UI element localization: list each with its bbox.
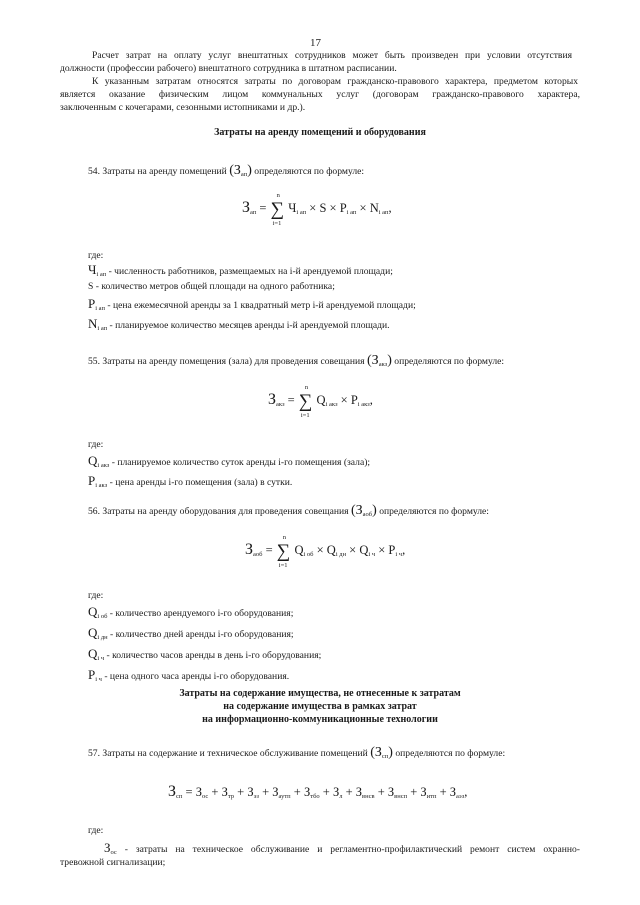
section-heading: Затраты на аренду помещений и оборудования [214, 127, 426, 138]
intro-line: является оказание физическим лицом коммунальных услуг (договорам гражданско-правового характера, [60, 89, 580, 100]
item-54-tail: определяются по формуле: [254, 166, 365, 177]
definition-row: $З_{ос}$ - затраты на техническое обслуживание и регламентно-профилактический ремонт систем охранно- [104, 840, 580, 856]
formula-54: $З_{ап}$ = ∑ n i=1 $Ч_{i ап} \times S \times P_{i ап} \times N_{i ап}$, [242, 192, 392, 227]
item-57-intro: 57. Затраты на содержание и техническое обслуживание помещений $(З_{сп})$ определяются по формуле: [88, 745, 506, 760]
section-heading: на информационно-коммуникационные технологии [202, 714, 438, 725]
where-label: где: [88, 439, 104, 450]
item-54-intro [88, 162, 364, 180]
item-57-symbol: $(З_{сп})$ [370, 745, 393, 760]
intro-line: Расчет затрат на оплату услуг внештатных сотрудников может быть произведен при условии отсутствия [92, 50, 572, 61]
definition-row: $P_{i акз}$ - цена аренды i-го помещения (зала) в сутки. [88, 473, 293, 489]
item-54-text: 54. Затраты на аренду помещений [88, 166, 227, 177]
sum-icon: ∑ n i=1 [270, 192, 285, 227]
definition-row: $P_{i ч}$ - цена одного часа аренды i-го оборудования. [88, 667, 290, 683]
definition-row: $Q_{i об}$ - количество арендуемого i-го оборудования; [88, 604, 294, 620]
formula-57: $З_{сп} = З_{ос} + З_{тр} + З_{эз} + З_{аутп} + З_{тбо} + З_л + З_{внсв} + З_{внсп} + З_{итп} + З_{аэз}$, [168, 783, 468, 800]
definition-row: $Q_{i акз}$ - планируемое количество суток аренды i-го помещения (зала); [88, 453, 371, 469]
intro-line: К указанным затратам относятся затраты по договорам гражданско-правового характера, предметом которых [92, 76, 578, 87]
intro-line: должности (профессии рабочего) внештатного сотрудника в штатном расписании. [60, 63, 397, 74]
definition-row: $Q_{i ч}$ - количество часов аренды в день i-го оборудования; [88, 646, 322, 662]
item-55-symbol: $(З_{акз})$ [367, 353, 392, 368]
where-label: где: [88, 250, 104, 261]
intro-line: заключенным с кочегарами, сезонными истопниками и др.). [60, 102, 306, 113]
section-heading: Затраты на содержание имущества, не отнесенные к затратам [179, 688, 461, 699]
where-label: где: [88, 590, 104, 601]
sum-icon: ∑ n i=1 [298, 384, 313, 419]
definition-row-cont: тревожной сигнализации; [60, 857, 166, 868]
formula-56: $З_{аоб}$ = ∑ n i=1 $Q_{i об} \times Q_{i дн} \times Q_{i ч} \times P_{i ч}$, [245, 534, 406, 569]
section-heading: на содержание имущества в рамках затрат [223, 701, 417, 712]
formula-55: $З_{акз}$ = ∑ n i=1 $Q_{i акз} \times P_{i акз}$, [268, 384, 373, 419]
definition-row: $Q_{i дн}$ - количество дней аренды i-го оборудования; [88, 625, 294, 641]
item-56-intro: 56. Затраты на аренду оборудования для проведения совещания $(З_{аоб})$ определяются по формуле: [88, 503, 489, 518]
definition-row: S - количество метров общей площади на одного работника; [88, 281, 335, 292]
definition-row: $N_{i ап}$ - планируемое количество месяцев аренды i-й арендуемой площади. [88, 316, 390, 332]
item-56-symbol: $(З_{аоб})$ [350, 503, 377, 518]
item-54-symbol: $(З_{ап})$ [229, 163, 252, 178]
where-label: где: [88, 825, 104, 836]
definition-row: $P_{i ап}$ - цена ежемесячной аренды за 1 квадратный метр i-й арендуемой площади; [88, 296, 416, 312]
definition-row: $Ч_{i ап}$ - численность работников, размещаемых на i-й арендуемой площади; [88, 262, 393, 278]
sum-icon: ∑ n i=1 [276, 534, 291, 569]
item-55-intro: 55. Затраты на аренду помещения (зала) для проведения совещания $(З_{акз})$ определяются по формуле: [88, 353, 505, 368]
page-number: 17 [310, 37, 321, 49]
